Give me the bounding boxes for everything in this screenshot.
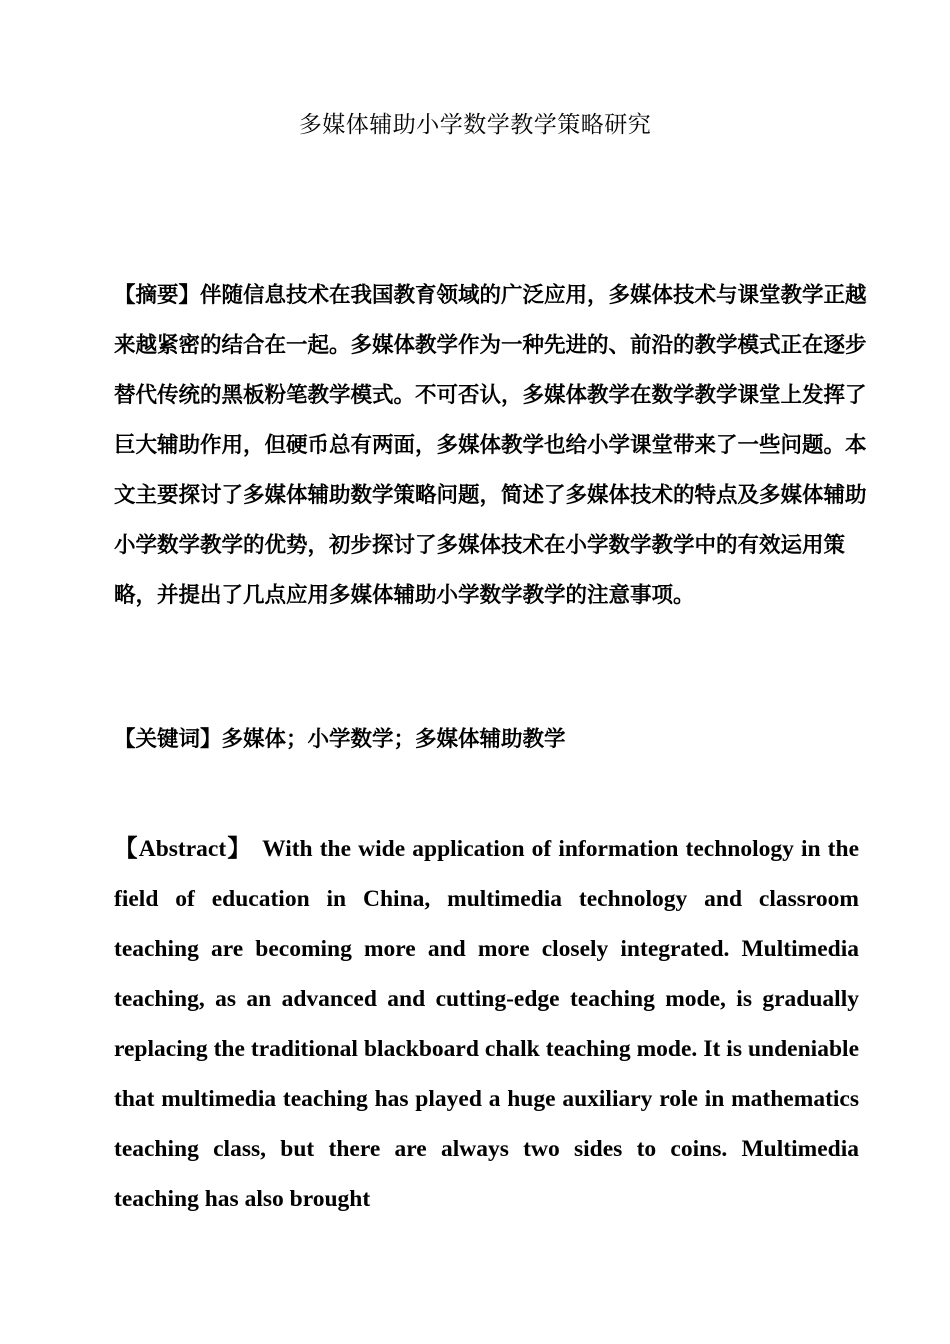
english-abstract-text: With the wide application of information technology in the field of education in China, multimedia technology and classroom teaching are becoming more and more closely integrated. Multimedia teaching, as an advanced and cutting-edge teaching mode, is gradually replacing the traditional blackboard chalk teaching mode. It is undeniable that multimedia teaching has played a huge auxiliary role in mathematics teaching class, but there are always two sides to coins. Multimedia teaching has also brought bbox=[114, 836, 859, 1212]
chinese-abstract bbox=[114, 271, 874, 621]
chinese-keywords-label: 【关键词】 bbox=[114, 727, 222, 752]
chinese-abstract-text: 伴随信息技术在我国教育领域的广泛应用，多媒体技术与课堂教学正越来越紧密的结合在一起。多媒体教学作为一种先进的、前沿的教学模式正在逐步替代传统的黑板粉笔教学模式。不可否认，多媒体教学在数学教学课堂上发挥了巨大辅助作用，但硬币总有两面，多媒体教学也给小学课堂带来了一些问题。本文主要探讨了多媒体辅助数学策略问题，简述了多媒体技术的特点及多媒体辅助小学数学教学的优势，初步探讨了多媒体技术在小学数学教学中的有效运用策略，并提出了几点应用多媒体辅助小学数学教学的注意事项。 bbox=[114, 283, 867, 608]
chinese-abstract-label: 【摘要】 bbox=[114, 283, 201, 308]
chinese-keywords-text: 多媒体；小学数学；多媒体辅助教学 bbox=[221, 727, 566, 752]
english-abstract bbox=[114, 824, 859, 1224]
english-abstract-label: 【Abstract】 bbox=[114, 836, 253, 862]
chinese-keywords bbox=[114, 715, 874, 765]
page-title: 多媒体辅助小学数学教学策略研究 bbox=[298, 112, 652, 138]
